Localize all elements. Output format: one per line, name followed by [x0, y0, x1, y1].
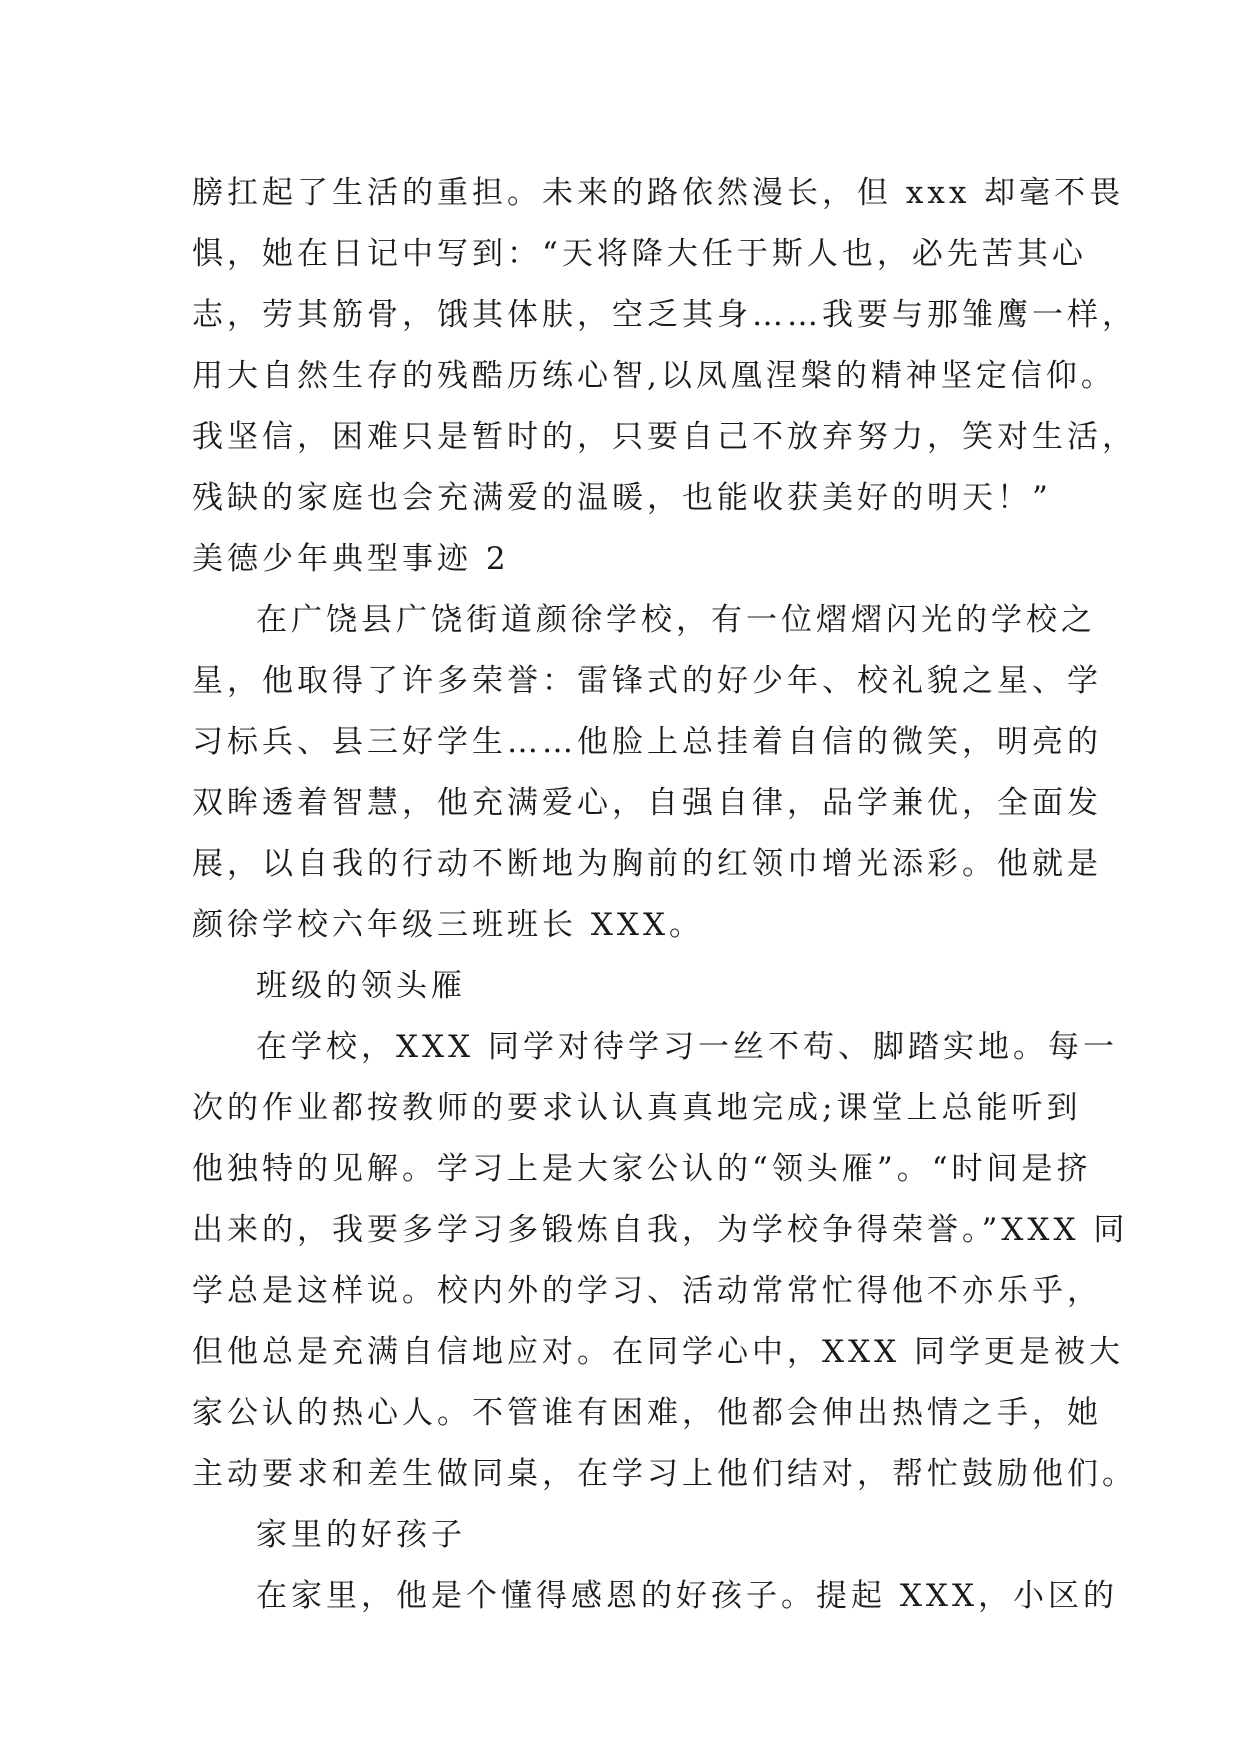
paragraph-line: 在家里，他是个懂得感恩的好孩子。提起 XXX，小区的	[256, 1578, 1119, 1614]
paragraph-line: 用大自然生存的残酷历练心智,以凤凰涅槃的精神坚定信仰。	[192, 358, 1116, 394]
paragraph-line: 他独特的见解。学习上是大家公认的“领头雁”。“时间是挤	[192, 1151, 1092, 1187]
paragraph-line: 出来的，我要多学习多锻炼自我，为学校争得荣誉。”XXX 同	[192, 1212, 1129, 1248]
paragraph-line: 残缺的家庭也会充满爱的温暖，也能收获美好的明天！”	[192, 480, 1052, 516]
subheading: 班级的领头雁	[256, 968, 466, 1004]
paragraph-line: 习标兵、县三好学生……他脸上总挂着自信的微笑，明亮的	[192, 724, 1102, 760]
paragraph-line: 展，以自我的行动不断地为胸前的红领巾增光添彩。他就是	[192, 846, 1102, 882]
paragraph-line: 次的作业都按教师的要求认认真真地完成;课堂上总能听到	[192, 1090, 1082, 1126]
paragraph-line: 在广饶县广饶街道颜徐学校，有一位熠熠闪光的学校之	[256, 602, 1096, 638]
paragraph-line: 双眸透着智慧，他充满爱心，自强自律，品学兼优，全面发	[192, 785, 1102, 821]
paragraph-line: 家公认的热心人。不管谁有困难，他都会伸出热情之手，她	[192, 1395, 1102, 1431]
paragraph-line: 志，劳其筋骨，饿其体肤，空乏其身……我要与那雏鹰一样，	[192, 297, 1137, 333]
paragraph-line: 但他总是充满自信地应对。在同学心中，XXX 同学更是被大	[192, 1334, 1125, 1370]
paragraph-line: 惧，她在日记中写到：“天将降大任于斯人也，必先苦其心	[192, 236, 1087, 272]
section-title: 美德少年典型事迹 2	[192, 541, 510, 577]
paragraph-line: 学总是这样说。校内外的学习、活动常常忙得他不亦乐乎，	[192, 1273, 1102, 1309]
paragraph-line: 在学校，XXX 同学对待学习一丝不苟、脚踏实地。每一	[256, 1029, 1119, 1065]
document-body	[192, 163, 1137, 1627]
paragraph-line: 星，他取得了许多荣誉：雷锋式的好少年、校礼貌之星、学	[192, 663, 1102, 699]
subheading: 家里的好孩子	[256, 1517, 466, 1553]
paragraph-line: 膀扛起了生活的重担。未来的路依然漫长，但 xxx 却毫不畏	[192, 175, 1125, 211]
paragraph-line: 颜徐学校六年级三班班长 XXX。	[192, 907, 705, 943]
paragraph-line: 主动要求和差生做同桌，在学习上他们结对，帮忙鼓励他们。	[192, 1456, 1137, 1492]
paragraph-line: 我坚信，困难只是暂时的，只要自己不放弃努力，笑对生活，	[192, 419, 1137, 455]
